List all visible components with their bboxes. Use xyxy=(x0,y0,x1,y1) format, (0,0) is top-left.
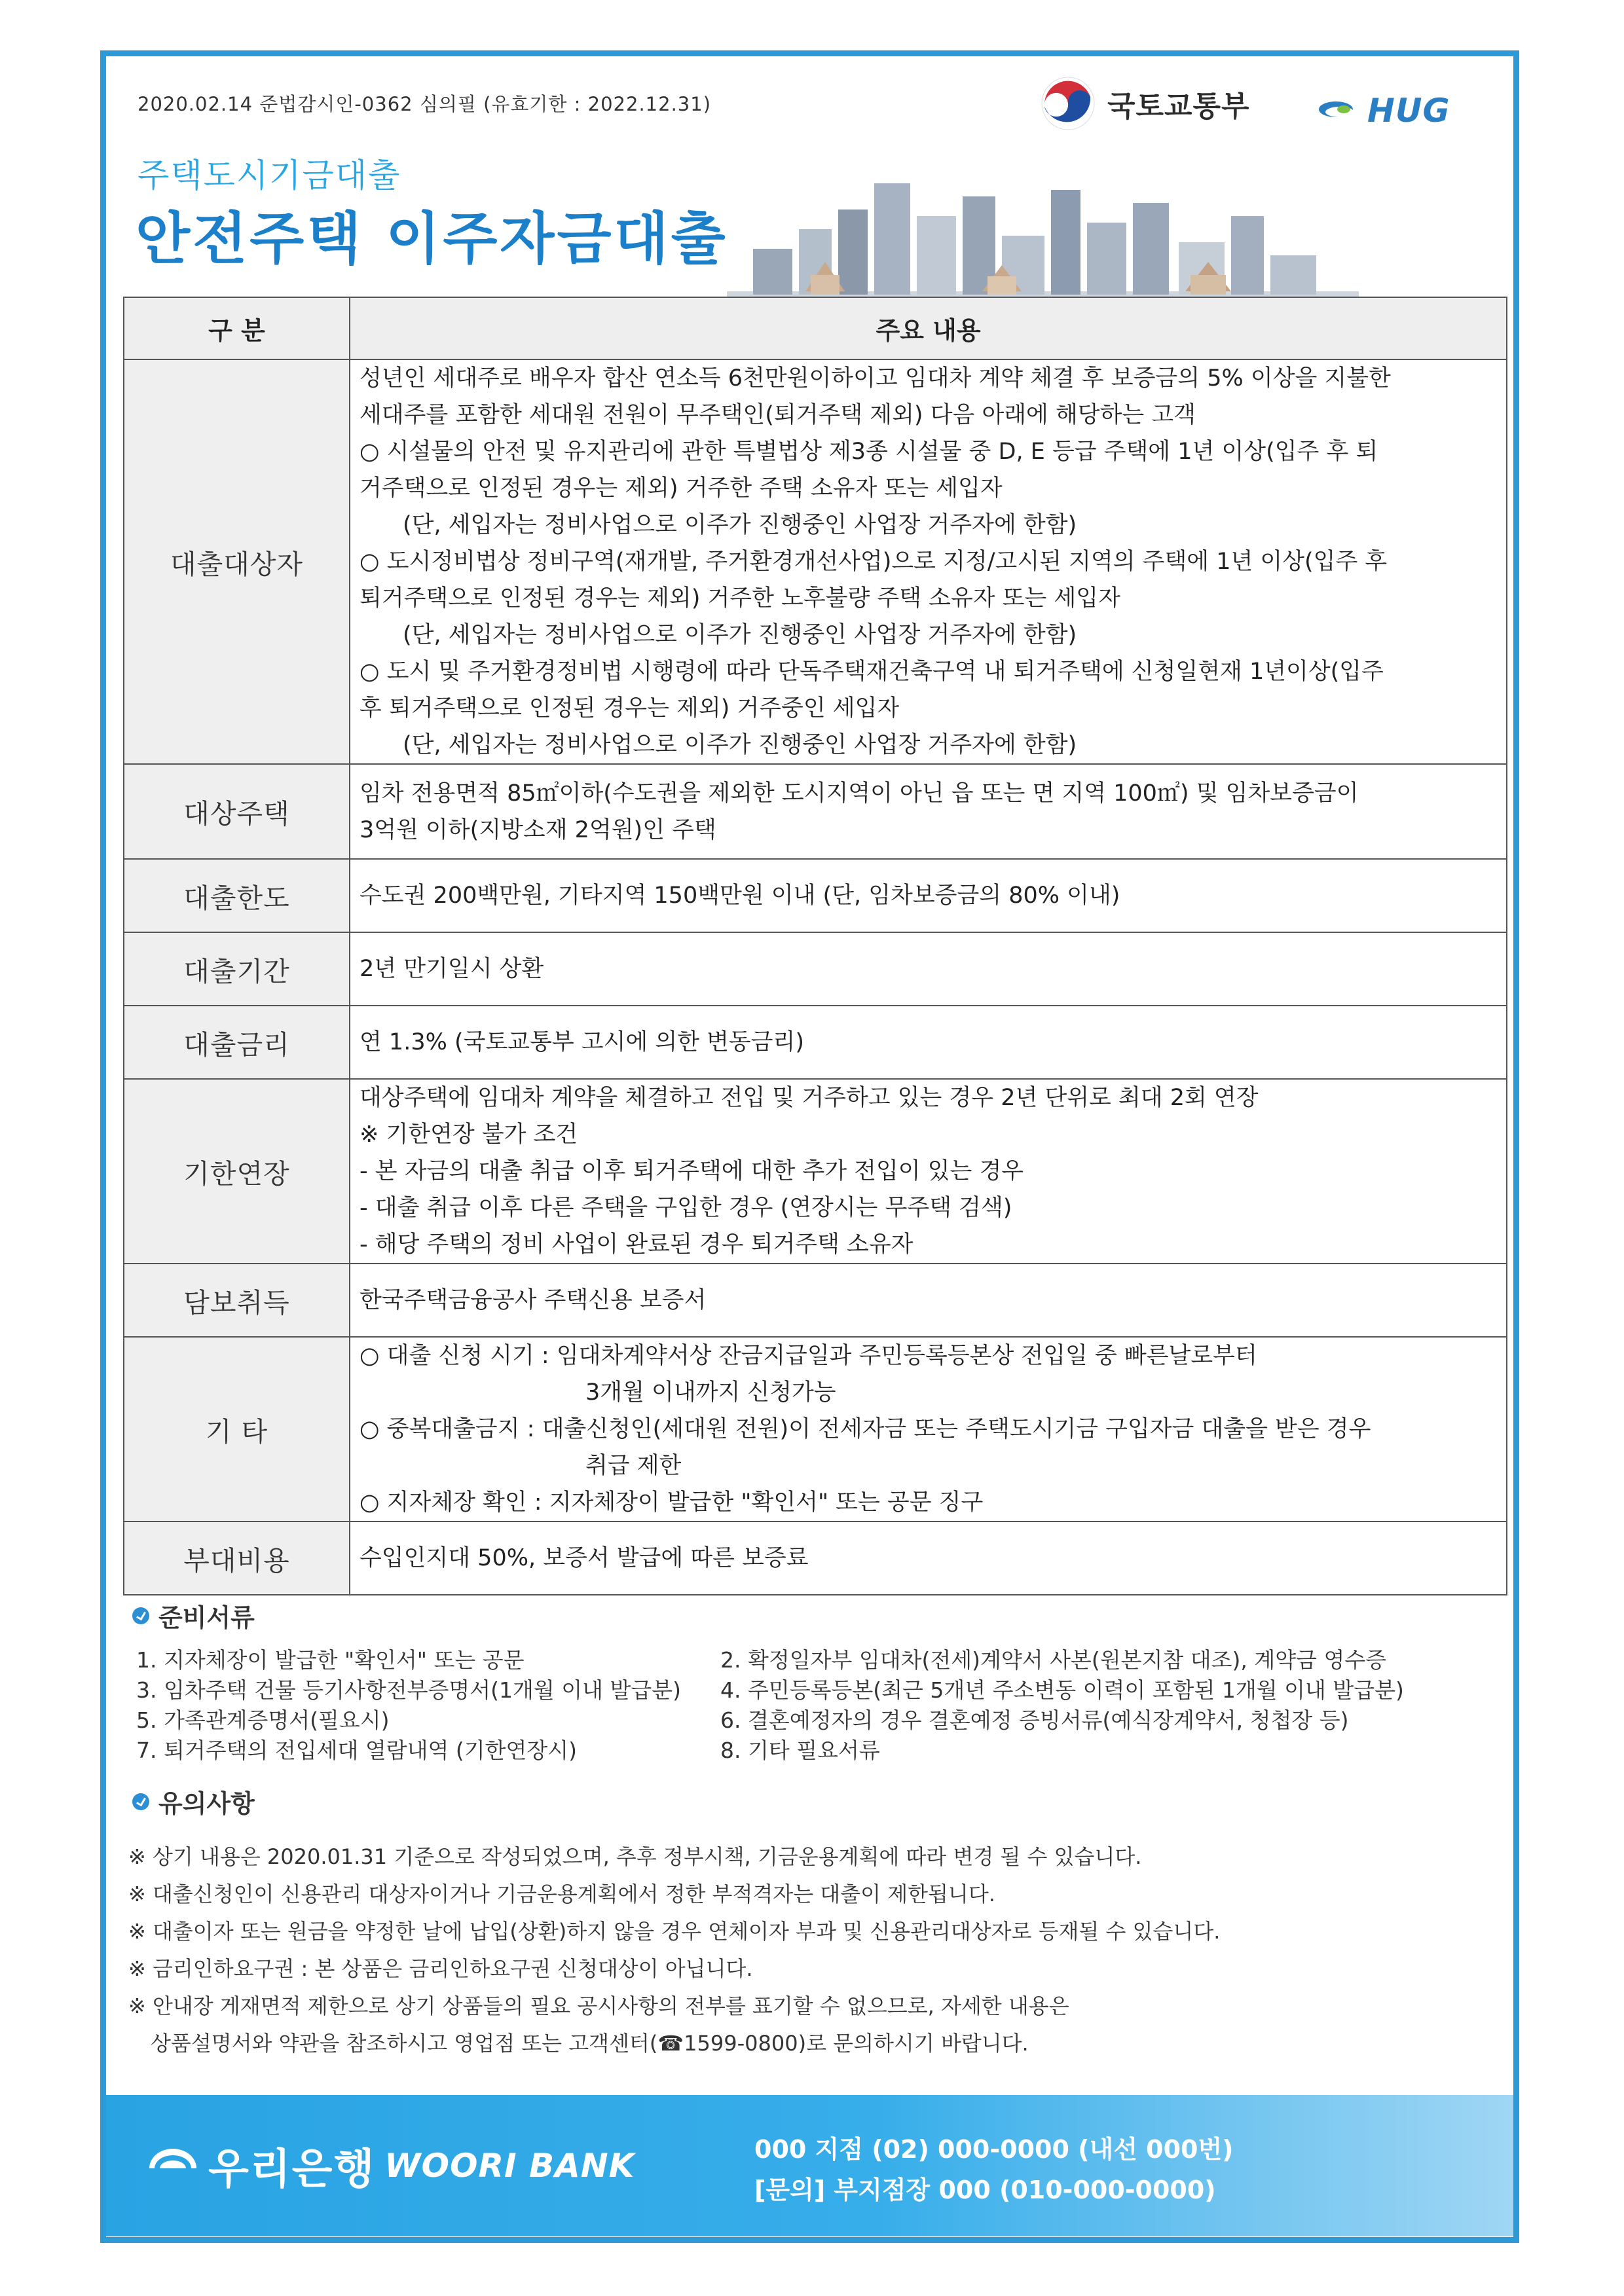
row-content xyxy=(350,1006,1507,1079)
content-line: (단, 세입자는 정비사업으로 이주가 진행중인 사업장 거주자에 한함) xyxy=(403,512,1077,538)
content-line: 세대주를 포함한 세대원 전원이 무주택인(퇴거주택 제외) 다음 아래에 해당하는 고객 xyxy=(360,402,1196,428)
row-label: 대상주택 xyxy=(124,764,350,859)
doc-item: 2. 확정일자부 임대차(전세)계약서 사본(원본지참 대조), 계약금 영수증 xyxy=(720,1647,1387,1673)
row-content xyxy=(350,1079,1507,1264)
doc-item: 6. 결혼예정자의 경우 결혼예정 증빙서류(예식장계약서, 청첩장 등) xyxy=(720,1707,1349,1733)
row-content xyxy=(350,859,1507,932)
table-row xyxy=(124,1079,1507,1264)
doc-item: 1. 지자체장이 발급한 "확인서" 또는 공문 xyxy=(136,1647,525,1673)
content-line: ※ 기한연장 불가 조건 xyxy=(360,1121,578,1148)
doc-item: 3. 임차주택 건물 등기사항전부증명서(1개월 이내 발급분) xyxy=(136,1677,681,1703)
content-line: ○ 도시정비법상 정비구역(재개발, 주거환경개선사업)으로 지정/고시된 지역의 주택에 1년 이상(입주 후 xyxy=(360,549,1388,575)
woori-bank-emblem-icon xyxy=(147,2146,199,2185)
content-line: 취급 제한 xyxy=(585,1453,682,1479)
note-item: ※ 대출신청인이 신용관리 대상자이거나 기금운용계획에서 정한 부적격자는 대출이 제한됩니다. xyxy=(128,1882,995,1906)
content-line: 2년 만기일시 상환 xyxy=(360,956,544,982)
content-line: - 대출 취급 이후 다른 주택을 구입한 경우 (연장시는 무주택 검색) xyxy=(360,1195,1012,1221)
table-row xyxy=(124,1337,1507,1522)
table-row xyxy=(124,859,1507,932)
table-row xyxy=(124,1522,1507,1595)
row-label: 대출기간 xyxy=(124,932,350,1006)
content-line: 임차 전용면적 85㎡이하(수도권을 제외한 도시지역이 아닌 읍 또는 면 지역 100㎡) 및 임차보증금이 xyxy=(360,780,1359,807)
content-line: ○ 지자체장 확인 : 지자체장이 발급한 "확인서" 또는 공문 징구 xyxy=(360,1489,984,1516)
table-header-row xyxy=(124,297,1507,359)
notes-list xyxy=(128,1838,1220,2062)
taegeuk-icon xyxy=(1038,73,1098,134)
table-row xyxy=(124,1264,1507,1337)
molit-logo xyxy=(1038,73,1250,134)
branch-contact xyxy=(754,2129,1234,2210)
docs-heading-label: 준비서류 xyxy=(158,1603,255,1632)
content-line: (단, 세입자는 정비사업으로 이주가 진행중인 사업장 거주자에 한함) xyxy=(403,732,1077,758)
content-line: 퇴거주택으로 인정된 경우는 제외) 거주한 노후불량 주택 소유자 또는 세입자 xyxy=(360,585,1120,611)
content-line: 수입인지대 50%, 보증서 발급에 따른 보증료 xyxy=(360,1545,809,1571)
content-line: ○ 시설물의 안전 및 유지관리에 관한 특별법상 제3종 시설물 중 D, E 등급 주택에 1년 이상(입주 후 퇴 xyxy=(360,439,1378,465)
required-docs-list xyxy=(136,1645,1404,1766)
table-row xyxy=(124,932,1507,1006)
note-item: ※ 대출이자 또는 원금을 약정한 날에 납입(상환)하지 않을 경우 연체이자 부과 및 신용관리대상자로 등재될 수 있습니다. xyxy=(128,1919,1221,1944)
docs-row xyxy=(136,1736,1404,1766)
table-row xyxy=(124,359,1507,764)
header-category: 구 분 xyxy=(124,297,350,359)
note-item: ※ 금리인하요구권 : 본 상품은 금리인하요구권 신청대상이 아닙니다. xyxy=(128,1956,753,1981)
doc-item: 5. 가족관계증명서(필요시) xyxy=(136,1707,390,1733)
footer-banner xyxy=(106,2095,1513,2236)
city-skyline-illustration xyxy=(727,170,1359,301)
content-line: 3억원 이하(지방소재 2억원)인 주택 xyxy=(360,816,716,843)
inquiry-contact: [문의] 부지점장 000 (010-000-0000) xyxy=(754,2176,1216,2204)
bank-name-korean: 우리은행 xyxy=(208,2145,376,2194)
header-content: 주요 내용 xyxy=(350,297,1507,359)
docs-heading xyxy=(132,1597,255,1633)
row-content xyxy=(350,1264,1507,1337)
bullet-icon xyxy=(132,1793,149,1810)
row-label: 기 타 xyxy=(124,1337,350,1522)
row-content xyxy=(350,764,1507,859)
product-title: 안전주택 이주자금대출 xyxy=(136,206,728,272)
row-label: 대출금리 xyxy=(124,1006,350,1079)
row-content xyxy=(350,1522,1507,1595)
docs-row xyxy=(136,1675,1404,1705)
note-item-continuation: 상품설명서와 약관을 참조하시고 영업점 또는 고객센터(☎1599-0800)로 문의하시기 바랍니다. xyxy=(151,2031,1029,2056)
content-line: ○ 중복대출금지 : 대출신청인(세대원 전원)이 전세자금 또는 주택도시기금 구입자금 대출을 받은 경우 xyxy=(360,1416,1371,1442)
row-label: 부대비용 xyxy=(124,1522,350,1595)
content-line: 후 퇴거주택으로 인정된 경우는 제외) 거주중인 세입자 xyxy=(360,695,900,721)
row-label: 담보취득 xyxy=(124,1264,350,1337)
row-label: 대출한도 xyxy=(124,859,350,932)
hug-label: HUG xyxy=(1367,92,1450,130)
product-summary-table xyxy=(123,297,1507,1595)
notes-heading xyxy=(132,1783,255,1819)
note-item: ※ 안내장 게재면적 제한으로 상기 상품들의 필요 공시사항의 전부를 표기할 수 없으므로, 자세한 내용은 xyxy=(128,1994,1069,2018)
bank-name-english: WOORI BANK xyxy=(384,2147,635,2185)
bullet-icon xyxy=(132,1607,149,1624)
content-line: - 본 자금의 대출 취급 이후 퇴거주택에 대한 추가 전입이 있는 경우 xyxy=(360,1158,1024,1184)
content-line: 거주택으로 인정된 경우는 제외) 거주한 주택 소유자 또는 세입자 xyxy=(360,475,1003,501)
content-line: ○ 대출 신청 시기 : 임대차계약서상 잔금지급일과 주민등록등본상 전입일 중 빠른날로부터 xyxy=(360,1343,1257,1369)
content-line: (단, 세입자는 정비사업으로 이주가 진행중인 사업장 거주자에 한함) xyxy=(403,622,1077,648)
note-item: ※ 상기 내용은 2020.01.31 기준으로 작성되었으며, 추후 정부시책, 기금운용계획에 따라 변경 될 수 있습니다. xyxy=(128,1844,1142,1869)
molit-label: 국토교통부 xyxy=(1107,90,1250,123)
branch-phone: 000 지점 (02) 000-0000 (내선 000번) xyxy=(754,2135,1234,2164)
doc-item: 4. 주민등록등본(최근 5개년 주소변동 이력이 포함된 1개월 이내 발급분) xyxy=(720,1677,1404,1703)
row-label: 대출대상자 xyxy=(124,359,350,764)
approval-number: 2020.02.14 준법감시인-0362 심의필 (유효기한 : 2022.12.31) xyxy=(138,93,712,115)
content-line: 대상주택에 임대차 계약을 체결하고 전입 및 거주하고 있는 경우 2년 단위로 최대 2회 연장 xyxy=(360,1085,1259,1111)
notes-heading-label: 유의사항 xyxy=(158,1789,255,1818)
doc-item: 7. 퇴거주택의 전입세대 열람내역 (기한연장시) xyxy=(136,1738,577,1763)
product-category: 주택도시기금대출 xyxy=(138,156,401,194)
content-line: 한국주택금융공사 주택신용 보증서 xyxy=(360,1287,707,1313)
hug-logo xyxy=(1318,92,1450,130)
row-content xyxy=(350,932,1507,1006)
row-label: 기한연장 xyxy=(124,1079,350,1264)
content-line: - 해당 주택의 정비 사업이 완료된 경우 퇴거주택 소유자 xyxy=(360,1231,913,1258)
docs-row xyxy=(136,1705,1404,1736)
woori-bank-logo xyxy=(147,2136,635,2196)
content-line: 수도권 200백만원, 기타지역 150백만원 이내 (단, 임차보증금의 80% 이내) xyxy=(360,883,1120,909)
content-line: 성년인 세대주로 배우자 합산 연소득 6천만원이하이고 임대차 계약 체결 후 보증금의 5% 이상을 지불한 xyxy=(360,365,1391,392)
docs-row xyxy=(136,1645,1404,1675)
content-line: ○ 도시 및 주거환경정비법 시행령에 따라 단독주택재건축구역 내 퇴거주택에 신청일현재 1년이상(입주 xyxy=(360,659,1384,685)
row-content xyxy=(350,1337,1507,1522)
row-content xyxy=(350,359,1507,764)
table-row xyxy=(124,764,1507,859)
doc-item: 8. 기타 필요서류 xyxy=(720,1738,880,1763)
content-line: 연 1.3% (국토교통부 고시에 의한 변동금리) xyxy=(360,1029,805,1055)
table-row xyxy=(124,1006,1507,1079)
hug-swoosh-icon xyxy=(1318,98,1363,124)
content-line: 3개월 이내까지 신청가능 xyxy=(585,1379,836,1406)
